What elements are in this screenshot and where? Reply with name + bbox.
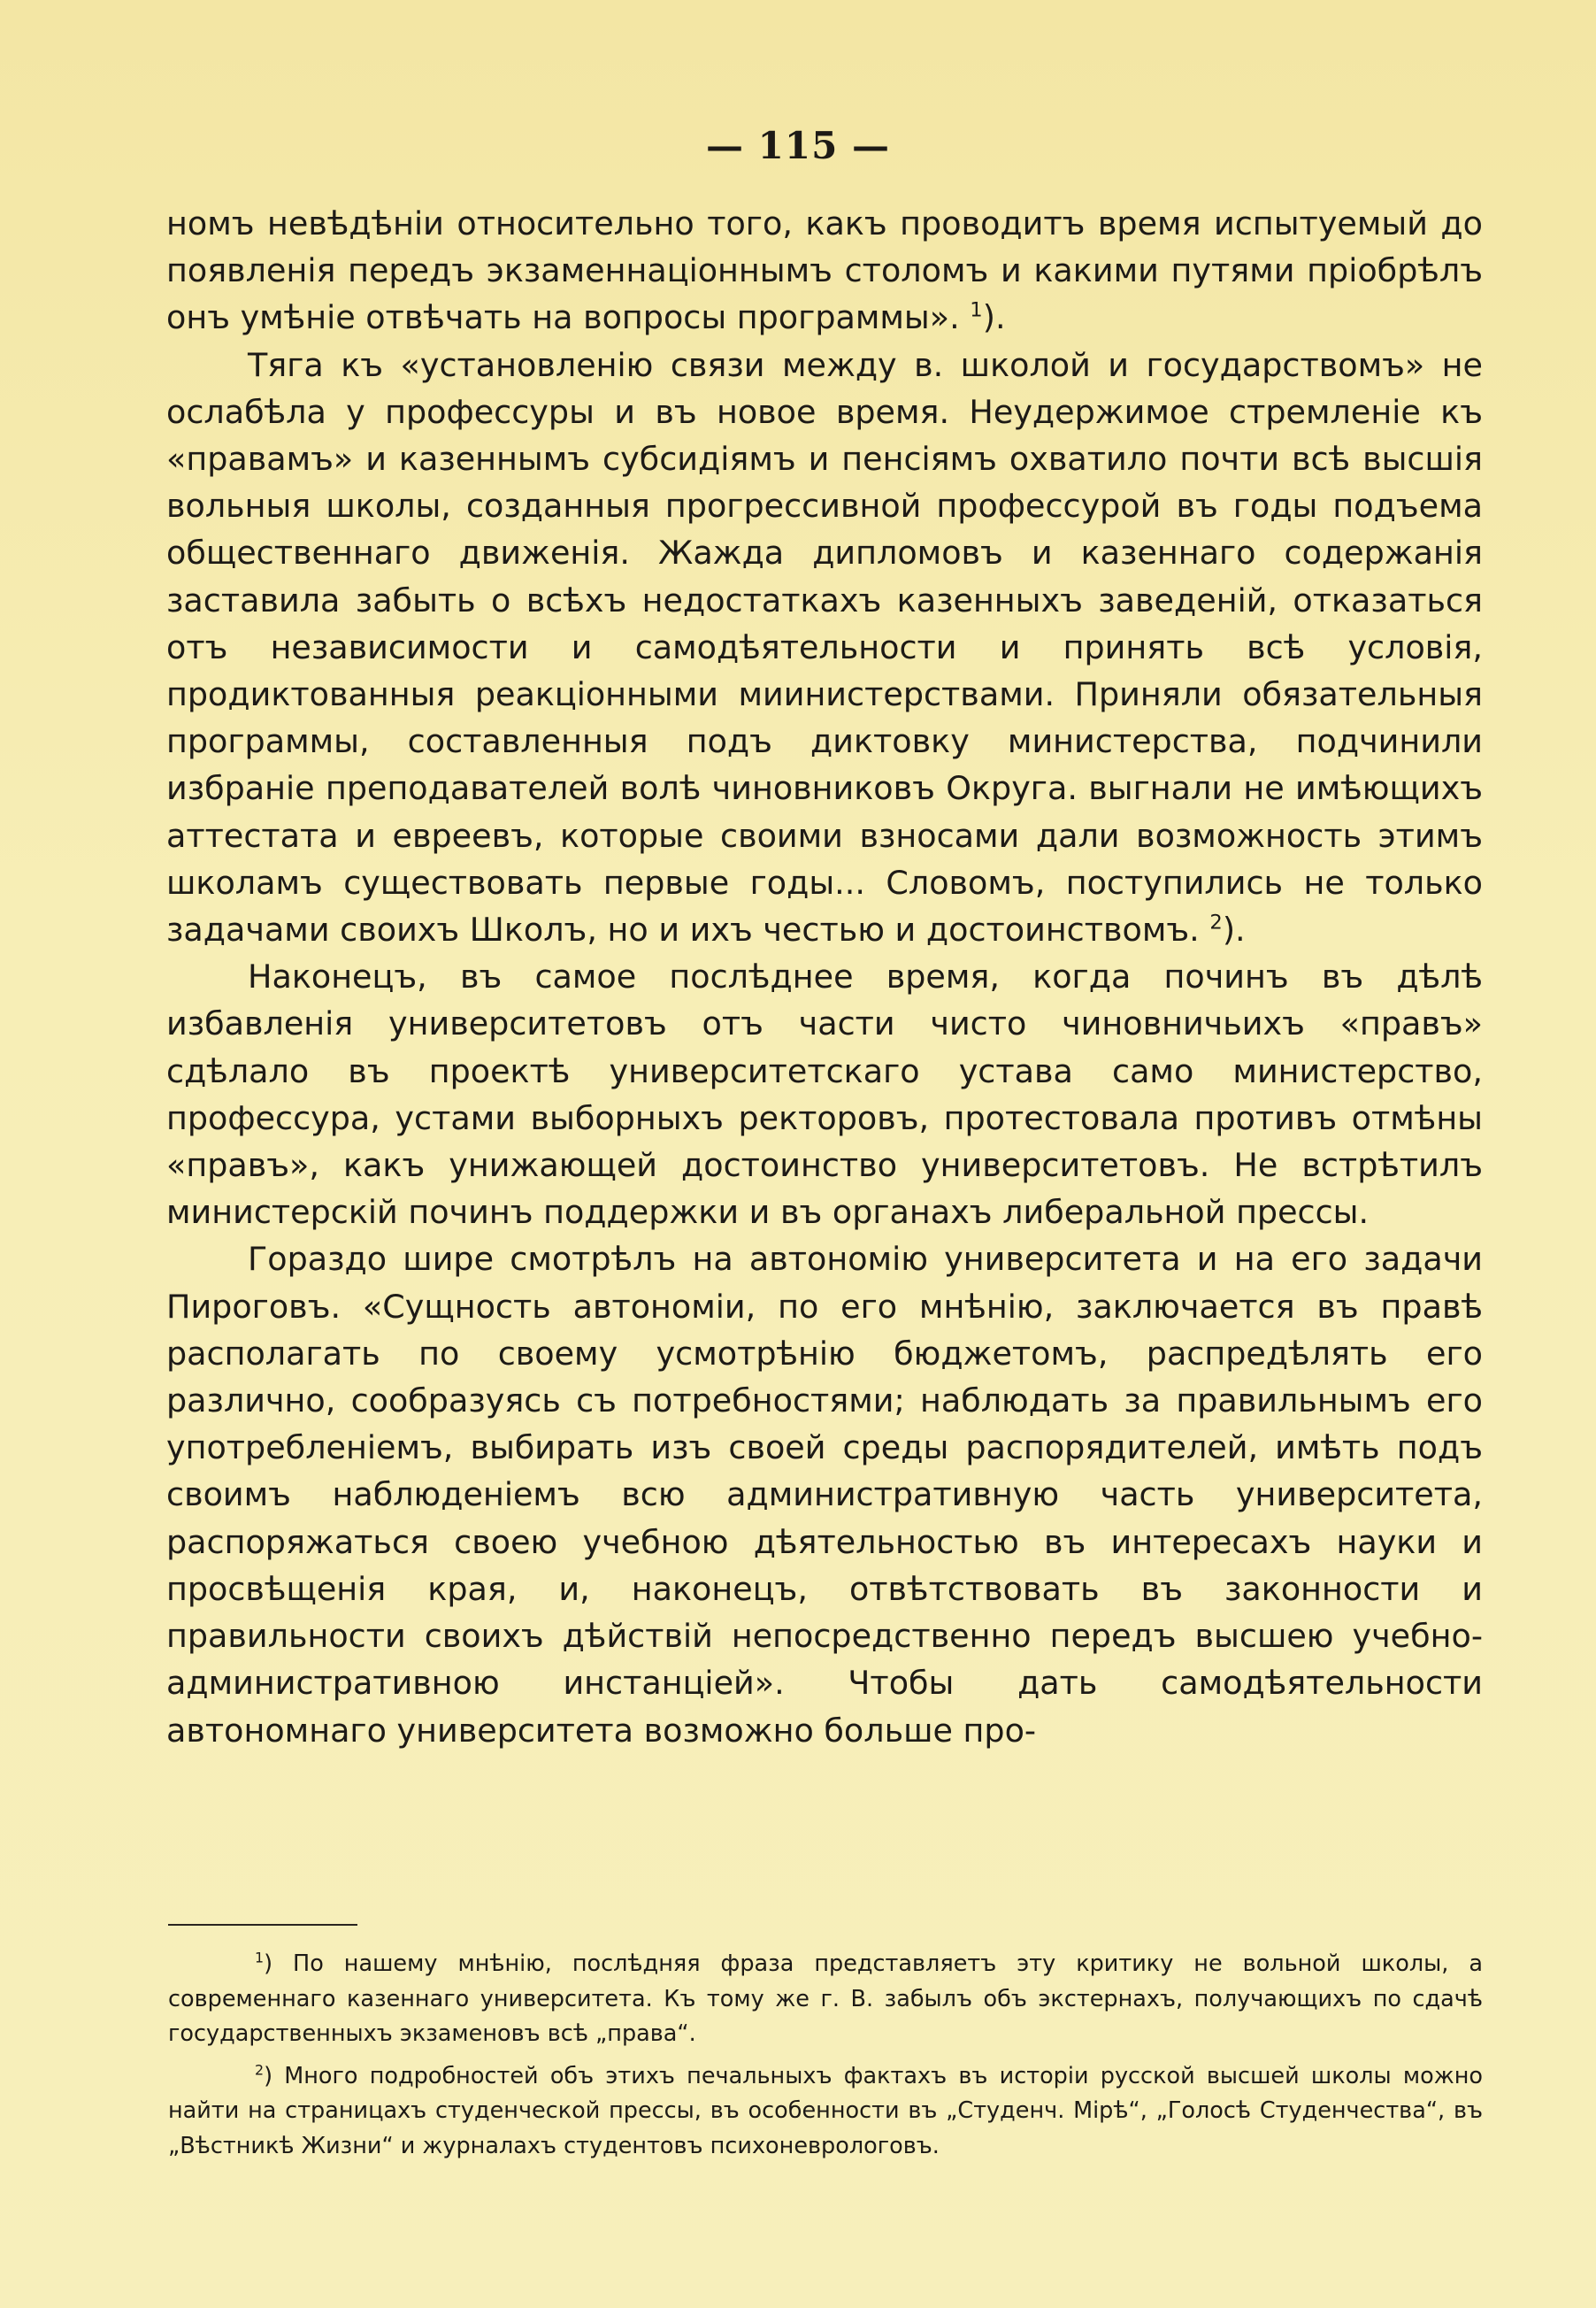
paragraph-2-text: Тяга къ «установленію связи между в. школой и государствомъ» не ослабѣла у профессуры и въ новое время. Неудержимое стремленіе къ «правамъ» и казеннымъ субсидіямъ и пенсіямъ охватило почти всѣ высшія вольныя школы, созданныя прогрессивной профессурой въ годы подъема общественнаго движенія. Жажда дипломовъ и казеннаго содержанія заставила забыть о всѣхъ недостаткахъ казенныхъ заведеній, отказаться отъ независимости и самодѣятельности и принять всѣ условія, продиктованныя реакціонными миинистерствами. Приняли обязательныя программы, составленныя подъ диктовку министерства, подчинили избраніе преподавателей волѣ чиновниковъ Округа. выгнали не имѣющихъ аттестата и евреевъ, которые своими взносами дали возможность этимъ школамъ существовать первые годы... Словомъ, поступились не только задачами своихъ Школъ, но и ихъ честью и достоинствомъ.: [166, 345, 1483, 950]
footnote-1: [168, 1947, 1483, 2052]
paragraph-2: [166, 342, 1483, 954]
paragraph-1-text: номъ невѣдѣніи относительно того, какъ проводитъ время испытуемый до появленія передъ экзаменнаціоннымъ столомъ и какими путями пріобрѣлъ онъ умѣніе отвѣчать на вопросы программы».: [166, 204, 1483, 337]
paragraph-1: [166, 200, 1483, 342]
footnotes: [168, 1947, 1483, 2171]
footnote-1-text: ) По нашему мнѣнію, послѣдняя фраза представляетъ эту критику не вольной школы, а современнаго казеннаго университета. Къ тому же г. В. забылъ объ экстернахъ, получающихъ по сдачѣ государственныхъ экзаменовъ всѣ „права“.: [168, 1950, 1483, 2047]
footnote-divider: [168, 1924, 357, 1926]
page-number: — 115 —: [706, 124, 890, 167]
body-text: [166, 200, 1483, 1754]
paragraph-3: Наконецъ, въ самое послѣднее время, когда починъ въ дѣлѣ избавленія университетовъ отъ части чисто чиновничьихъ «правъ» сдѣлало въ проектѣ университетскаго устава само министерство, профессура, устами выборныхъ ректоровъ, протестовала противъ отмѣны «правъ», какъ унижающей достоинство университетовъ. Не встрѣтилъ министерскій починъ поддержки и въ органахъ либеральной прессы.: [166, 958, 1483, 1232]
footnote-ref-1-close: ).: [982, 298, 1006, 337]
footnote-ref-2: 2: [1209, 911, 1223, 935]
footnote-1-mark: 1: [255, 1949, 265, 1966]
footnote-ref-2-close: ).: [1222, 911, 1246, 950]
footnote-ref-1: 1: [970, 298, 983, 322]
footnote-2-mark: 2: [255, 2061, 265, 2079]
footnote-2-text: ) Много подробностей объ этихъ печальныхъ фактахъ въ исторіи русской высшей школы можно найти на страницахъ студенческой прессы, въ особенности въ „Студенч. Мірѣ“, „Голосѣ Студенчества“, въ „Вѣстникѣ Жизни“ и журналахъ студентовъ психоневрологовъ.: [168, 2062, 1483, 2159]
footnote-2: [168, 2059, 1483, 2165]
paragraph-4: Гораздо шире смотрѣлъ на автономію университета и на его задачи Пироговъ. «Сущность автономіи, по его мнѣнію, заключается въ правѣ располагать по своему усмотрѣнію бюджетомъ, распредѣлять его различно, сообразуясь съ потребностями; наблюдать за правильнымъ его употребленіемъ, выбирать изъ своей среды распорядителей, имѣть подъ своимъ наблюденіемъ всю административную часть университета, распоряжаться своею учебною дѣятельностью въ интересахъ науки и просвѣщенія края, и, наконецъ, отвѣтствовать въ законности и правильности своихъ дѣйствій непосредственно передъ высшею учебно-административною инстанціей». Чтобы дать самодѣятельности автономнаго университета возможно больше про-: [166, 1240, 1483, 1750]
